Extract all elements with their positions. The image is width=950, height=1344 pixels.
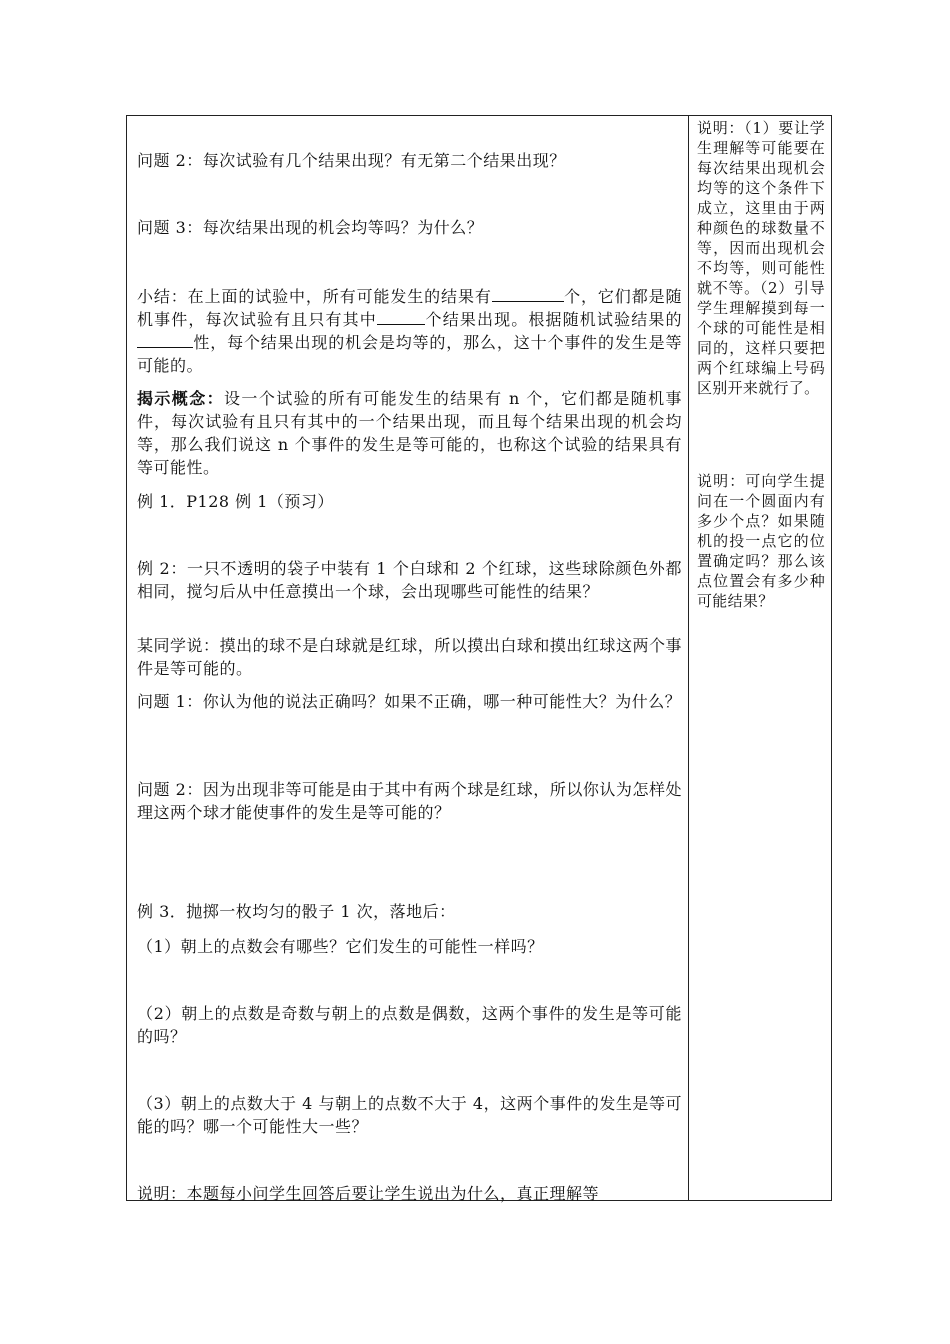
summary-part-c: 个结果出现。根据随机试验结果的 bbox=[424, 310, 682, 329]
question-2: 问题 2：每次试验有几个结果出现？有无第二个结果出现？ bbox=[137, 151, 566, 170]
student-claim: 某同学说：摸出的球不是白球就是红球，所以摸出白球和摸出红球这两个事件是等可能的。 bbox=[137, 636, 682, 678]
blank-3 bbox=[137, 331, 193, 348]
example-3: 例 3．抛掷一枚均匀的骰子 1 次，落地后： bbox=[137, 902, 456, 921]
blank-2 bbox=[377, 308, 425, 325]
example-1: 例 1．P128 例 1（预习） bbox=[137, 492, 334, 511]
concept-label: 揭示概念： bbox=[137, 389, 225, 408]
summary-part-d: 性，每个结果出现的机会是均等的，那么，这十个事件的发生是等可能的。 bbox=[137, 333, 682, 375]
question-3: 问题 3：每次结果出现的机会均等吗？为什么？ bbox=[137, 218, 484, 237]
example-3-note: 说明：本题每小问学生回答后要让学生说出为什么，真正理解等 bbox=[137, 1184, 600, 1203]
concept bbox=[137, 387, 682, 479]
example-2-question-2: 问题 2：因为出现非等可能是由于其中有两个球是红球，所以你认为怎样处理这两个球才能使事件的发生是等可能的？ bbox=[137, 780, 682, 822]
summary-part-b: 个，它们都是随机事件，每次试验有且只有其中 bbox=[137, 287, 682, 329]
example-3-part-2: （2）朝上的点数是奇数与朝上的点数是偶数，这两个事件的发生是等可能的吗？ bbox=[137, 1004, 682, 1046]
summary bbox=[137, 285, 682, 377]
example-2: 例 2：一只不透明的袋子中装有 1 个白球和 2 个红球，这些球除颜色外都相同，搅匀后从中任意摸出一个球，会出现哪些可能性的结果？ bbox=[137, 559, 682, 601]
summary-part-a: 小结：在上面的试验中，所有可能发生的结果有 bbox=[137, 287, 492, 306]
side-note-1: 说明：（1）要让学生理解等可能要在每次结果出现机会均等的这个条件下成立，这里由于两种颜色的球数量不等，因而出现机会不均等，则可能性就不等。（2）引导学生理解摸到每一个球的可能性是相同的，这样只要把两个红球编上号码区别开来就行了。 bbox=[697, 119, 825, 397]
example-3-part-3: （3）朝上的点数大于 4 与朝上的点数不大于 4，这两个事件的发生是等可能的吗？哪一个可能性大一些？ bbox=[137, 1094, 682, 1136]
blank-1 bbox=[492, 285, 564, 302]
column-divider bbox=[688, 115, 689, 1201]
example-2-question-1: 问题 1：你认为他的说法正确吗？如果不正确，哪一种可能性大？为什么？ bbox=[137, 692, 682, 711]
concept-text: 设一个试验的所有可能发生的结果有 n 个，它们都是随机事件，每次试验有且只有其中的一个结果出现，而且每个结果出现的机会均等，那么我们说这 n 个事件的发生是等可能的，也称这个试验的结果具有等可能性。 bbox=[137, 389, 682, 477]
side-note-2: 说明：可向学生提问在一个圆面内有多少个点？如果随机的投一点它的位置确定吗？那么该点位置会有多少种可能结果？ bbox=[697, 472, 825, 610]
example-3-part-1: （1）朝上的点数会有哪些？它们发生的可能性一样吗？ bbox=[137, 937, 544, 956]
